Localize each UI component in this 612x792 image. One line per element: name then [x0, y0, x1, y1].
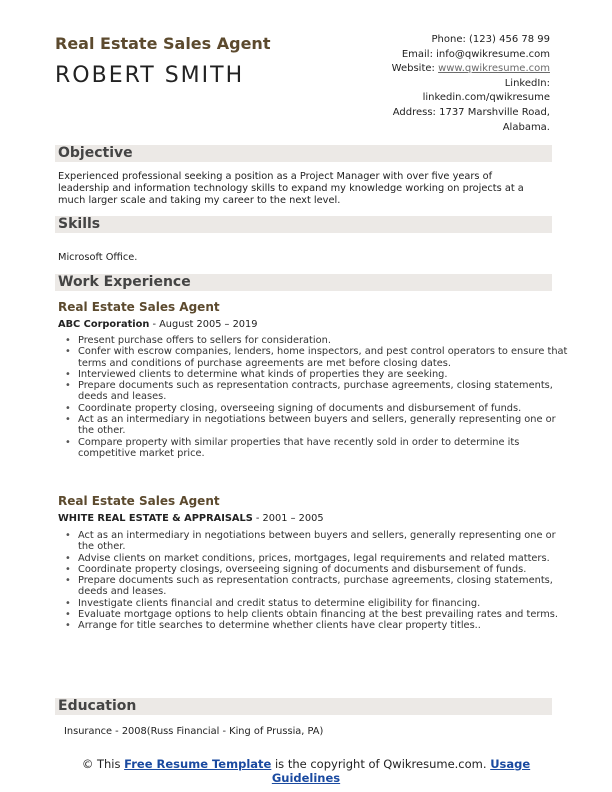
job-duties-list — [58, 335, 568, 459]
copyright-footer — [0, 757, 612, 785]
list-item: • Prepare documents such as representation contracts, purchase agreements, closing statements, deeds and leases. — [78, 575, 568, 598]
list-item: • Arrange for title searches to determine whether clients have clear property titles.. — [78, 620, 568, 631]
list-item: • Interviewed clients to determine what kinds of properties they are seeking. — [78, 369, 568, 380]
contact-address-line2: Alabama. — [502, 121, 550, 133]
education-text: Insurance - 2008(Russ Financial - King of Prussia, PA) — [64, 726, 324, 737]
footer-middle: is the copyright of Qwikresume.com. — [271, 757, 491, 771]
job-duties-list — [58, 530, 568, 632]
website-label: Website: — [391, 63, 439, 75]
candidate-name: ROBERT SMITH — [55, 63, 245, 88]
list-item: • Prepare documents such as representation contracts, purchase agreements, closing statements, deeds and leases. — [78, 380, 568, 403]
list-item: • Coordinate property closings, overseeing signing of documents and disbursement of funds. — [78, 564, 568, 575]
free-resume-template-link[interactable]: Free Resume Template — [124, 757, 272, 771]
job-dates: - 2001 – 2005 — [252, 513, 324, 524]
job-title: Real Estate Sales Agent — [58, 300, 220, 314]
job-title: Real Estate Sales Agent — [58, 494, 220, 508]
list-item: • Compare property with similar properties that have recently sold in order to determine its competitive market price. — [78, 437, 568, 460]
job-company-line — [58, 319, 258, 330]
contact-address-line1: Address: 1737 Marshville Road, — [392, 106, 550, 118]
contact-linkedin-link[interactable]: linkedin.com/qwikresume — [422, 92, 550, 104]
section-heading-skills: Skills — [55, 216, 552, 233]
usage-guidelines-link-part2[interactable]: Guidelines — [271, 771, 341, 785]
job-company: WHITE REAL ESTATE & APPRAISALS — [58, 513, 253, 524]
section-heading-work-experience: Work Experience — [55, 274, 552, 291]
list-item: • Act as an intermediary in negotiations between buyers and sellers, generally representing one or the other. — [78, 414, 568, 437]
footer-prefix: © This — [81, 757, 125, 771]
skills-text: Microsoft Office. — [58, 252, 138, 263]
section-heading-objective: Objective — [55, 145, 552, 162]
list-item: • Coordinate property closing, overseeing signing of documents and disbursement of funds. — [78, 403, 568, 414]
contact-block — [320, 33, 550, 135]
contact-website — [320, 62, 550, 77]
job-dates: - August 2005 – 2019 — [149, 319, 258, 330]
section-heading-education: Education — [55, 698, 552, 715]
contact-linkedin-label: LinkedIn: — [504, 77, 550, 89]
objective-text: Experienced professional seeking a position as a Project Manager with over five years of leadership and information technology skills to expand my knowledge working on projects at a much larger scale and taking my career to the next level. — [58, 171, 524, 206]
job-company-line — [58, 513, 324, 524]
contact-email: Email: info@qwikresume.com — [401, 48, 550, 60]
usage-guidelines-link-part1[interactable]: Usage — [490, 757, 531, 771]
list-item: • Confer with escrow companies, lenders, home inspectors, and pest control operators to ensure that terms and conditions of purchase agreements are met before closing dates. — [78, 346, 568, 369]
list-item: • Present purchase offers to sellers for consideration. — [78, 335, 568, 346]
list-item: • Investigate clients financial and credit status to determine eligibility for financing. — [78, 598, 568, 609]
job-company: ABC Corporation — [58, 319, 150, 330]
contact-phone: Phone: (123) 456 78 99 — [431, 34, 550, 45]
list-item: • Advise clients on market conditions, prices, mortgages, legal requirements and related matters. — [78, 553, 568, 564]
list-item: • Act as an intermediary in negotiations between buyers and sellers, generally representing one or the other. — [78, 530, 568, 553]
website-link[interactable]: www.qwikresume.com — [438, 63, 550, 75]
list-item: • Evaluate mortgage options to help clients obtain financing at the best prevailing rates and terms. — [78, 609, 568, 620]
resume-job-title: Real Estate Sales Agent — [55, 34, 271, 53]
